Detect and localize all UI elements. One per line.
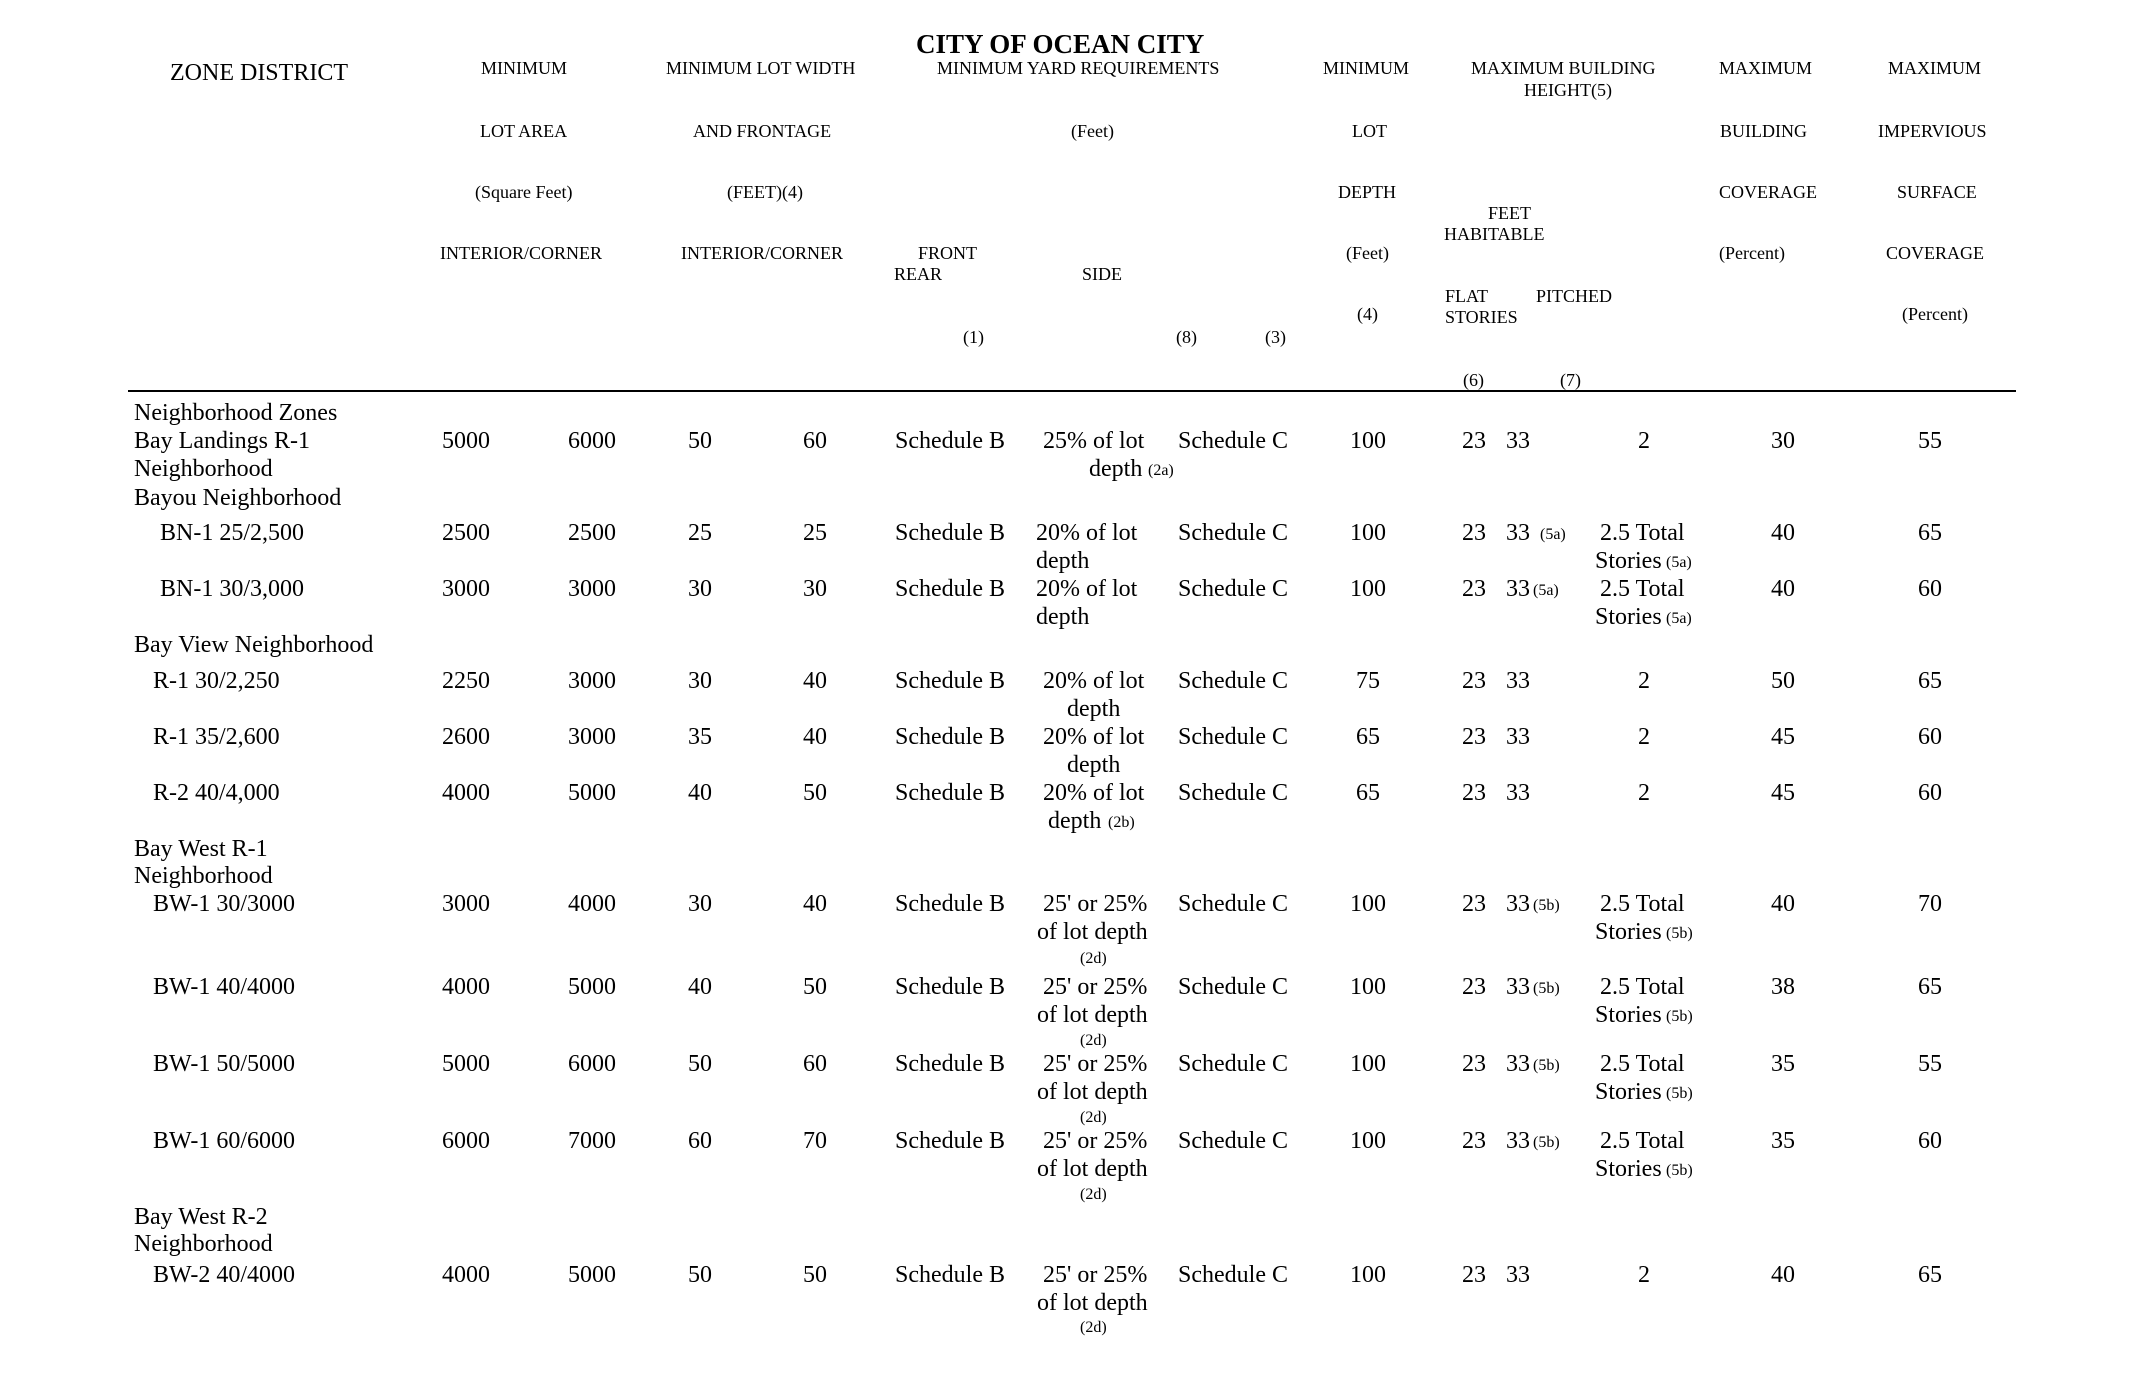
height-flat: 23 — [1462, 668, 1486, 694]
lot-depth: 100 — [1350, 428, 1386, 454]
lot-depth: 100 — [1350, 974, 1386, 1000]
zone-name-line2: Neighborhood — [134, 456, 273, 482]
building-coverage: 35 — [1771, 1128, 1795, 1154]
impervious-coverage: 65 — [1918, 1262, 1942, 1288]
lot-area-interior: 2600 — [442, 724, 490, 750]
building-coverage: 45 — [1771, 724, 1795, 750]
height-pitched: 33 — [1506, 974, 1530, 1000]
header-min-yard-l2: (Feet) — [1071, 121, 1114, 141]
zone-name: Bay Landings R-1 — [134, 428, 310, 454]
side-yard-line2: depth — [1036, 548, 1090, 574]
habitable-stories: 2 — [1638, 1262, 1650, 1288]
header-max-coverage-l1: MAXIMUM — [1719, 58, 1813, 78]
height-flat: 23 — [1462, 1262, 1486, 1288]
zone-name: R-1 35/2,600 — [153, 724, 280, 750]
habitable-stories-line2: Stories — [1595, 1079, 1662, 1105]
footnote-ref: (5a) — [1666, 610, 1692, 627]
height-pitched: 33 — [1506, 428, 1530, 454]
building-coverage: 40 — [1771, 520, 1795, 546]
lot-width-interior: 60 — [688, 1128, 712, 1154]
lot-width-interior: 40 — [688, 780, 712, 806]
header-max-coverage-l2: BUILDING — [1720, 121, 1807, 141]
side-yard: 25' or 25% — [1043, 1262, 1148, 1288]
footnote-ref: (5b) — [1533, 980, 1560, 997]
footnote-ref: (2b) — [1108, 814, 1135, 831]
impervious-coverage: 60 — [1918, 1128, 1942, 1154]
habitable-stories: 2 — [1638, 428, 1650, 454]
front-yard: Schedule B — [895, 576, 1005, 602]
header-note-6: (6) — [1463, 370, 1484, 390]
lot-area-interior: 3000 — [442, 891, 490, 917]
group-label: Bay West R-2 — [134, 1204, 268, 1230]
footnote-ref: (5b) — [1666, 1008, 1693, 1025]
front-yard: Schedule B — [895, 520, 1005, 546]
lot-area-interior: 5000 — [442, 1051, 490, 1077]
header-min-lot-depth-l3: DEPTH — [1338, 182, 1396, 202]
impervious-coverage: 60 — [1918, 576, 1942, 602]
header-min-lot-area-l4: INTERIOR/CORNER — [440, 243, 602, 263]
zone-name: BW-1 30/3000 — [153, 891, 295, 917]
side-yard: 25' or 25% — [1043, 1051, 1148, 1077]
height-pitched: 33 — [1506, 891, 1530, 917]
header-min-lot-width-l3: (FEET)(4) — [727, 182, 803, 202]
header-feet: FEET — [1488, 203, 1531, 223]
rear-yard: Schedule C — [1178, 1051, 1288, 1077]
header-min-lot-depth-l4: (Feet) — [1346, 243, 1389, 263]
lot-area-corner: 5000 — [568, 780, 616, 806]
lot-width-interior: 30 — [688, 891, 712, 917]
impervious-coverage: 60 — [1918, 724, 1942, 750]
lot-area-corner: 3000 — [568, 576, 616, 602]
footnote-ref: (2d) — [1080, 1186, 1107, 1203]
front-yard: Schedule B — [895, 891, 1005, 917]
header-max-coverage-l4: (Percent) — [1719, 243, 1785, 263]
footnote-ref: (5b) — [1666, 925, 1693, 942]
rear-yard: Schedule C — [1178, 576, 1288, 602]
header-note-7: (7) — [1560, 370, 1581, 390]
height-pitched: 33 — [1506, 1051, 1530, 1077]
header-min-lot-width-l4: INTERIOR/CORNER — [681, 243, 843, 263]
zone-name: R-1 30/2,250 — [153, 668, 280, 694]
lot-area-corner: 6000 — [568, 428, 616, 454]
header-front: FRONT — [918, 243, 978, 263]
rear-yard: Schedule C — [1178, 428, 1288, 454]
building-coverage: 30 — [1771, 428, 1795, 454]
height-pitched: 33 — [1506, 520, 1530, 546]
lot-area-interior: 4000 — [442, 780, 490, 806]
impervious-coverage: 55 — [1918, 1051, 1942, 1077]
front-yard: Schedule B — [895, 724, 1005, 750]
building-coverage: 45 — [1771, 780, 1795, 806]
group-label: Neighborhood Zones — [134, 400, 338, 426]
lot-area-interior: 4000 — [442, 974, 490, 1000]
rear-yard: Schedule C — [1178, 724, 1288, 750]
lot-area-interior: 4000 — [442, 1262, 490, 1288]
header-min-lot-area-l2: LOT AREA — [480, 121, 568, 141]
impervious-coverage: 60 — [1918, 780, 1942, 806]
header-note-1: (1) — [963, 327, 984, 347]
header-max-height-l2: HEIGHT(5) — [1524, 80, 1612, 100]
lot-width-interior: 50 — [688, 428, 712, 454]
header-max-coverage-l3: COVERAGE — [1719, 182, 1817, 202]
building-coverage: 40 — [1771, 576, 1795, 602]
header-min-yard-l1: MINIMUM YARD REQUIREMENTS — [937, 58, 1220, 78]
habitable-stories: 2 — [1638, 668, 1650, 694]
impervious-coverage: 55 — [1918, 428, 1942, 454]
building-coverage: 38 — [1771, 974, 1795, 1000]
group-label: Bay View Neighborhood — [134, 632, 374, 658]
lot-depth: 100 — [1350, 1051, 1386, 1077]
rear-yard: Schedule C — [1178, 668, 1288, 694]
side-yard-line2: depth — [1089, 456, 1143, 482]
lot-width-corner: 60 — [803, 428, 827, 454]
lot-depth: 100 — [1350, 891, 1386, 917]
height-flat: 23 — [1462, 576, 1486, 602]
zone-name: R-2 40/4,000 — [153, 780, 280, 806]
footnote-ref: (5b) — [1533, 1134, 1560, 1151]
zone-name: BW-2 40/4000 — [153, 1262, 295, 1288]
header-min-lot-area-l3: (Square Feet) — [475, 182, 573, 202]
lot-area-interior: 2500 — [442, 520, 490, 546]
footnote-ref: (2d) — [1080, 1109, 1107, 1126]
side-yard-line2: depth — [1036, 604, 1090, 630]
rear-yard: Schedule C — [1178, 1262, 1288, 1288]
header-min-lot-width-l1: MINIMUM LOT WIDTH — [666, 58, 856, 78]
lot-width-interior: 50 — [688, 1262, 712, 1288]
building-coverage: 35 — [1771, 1051, 1795, 1077]
lot-depth: 100 — [1350, 576, 1386, 602]
lot-area-interior: 6000 — [442, 1128, 490, 1154]
height-flat: 23 — [1462, 974, 1486, 1000]
lot-depth: 100 — [1350, 520, 1386, 546]
lot-width-corner: 70 — [803, 1128, 827, 1154]
impervious-coverage: 65 — [1918, 520, 1942, 546]
footnote-ref: (5b) — [1533, 897, 1560, 914]
lot-width-interior: 25 — [688, 520, 712, 546]
lot-width-corner: 30 — [803, 576, 827, 602]
height-pitched: 33 — [1506, 576, 1530, 602]
zone-name: BN-1 25/2,500 — [160, 520, 304, 546]
front-yard: Schedule B — [895, 974, 1005, 1000]
group-label: Neighborhood — [134, 1231, 273, 1257]
side-yard-line2: depth — [1067, 696, 1121, 722]
height-flat: 23 — [1462, 1128, 1486, 1154]
lot-width-interior: 35 — [688, 724, 712, 750]
lot-area-interior: 2250 — [442, 668, 490, 694]
lot-width-corner: 50 — [803, 1262, 827, 1288]
footnote-ref: (5b) — [1533, 1057, 1560, 1074]
header-habitable: HABITABLE — [1444, 224, 1545, 244]
habitable-stories: 2.5 Total — [1600, 891, 1685, 917]
lot-width-corner: 50 — [803, 974, 827, 1000]
zone-name: BW-1 60/6000 — [153, 1128, 295, 1154]
lot-width-corner: 40 — [803, 891, 827, 917]
habitable-stories: 2.5 Total — [1600, 1128, 1685, 1154]
group-label: Bay West R-1 — [134, 836, 268, 862]
height-pitched: 33 — [1506, 1262, 1530, 1288]
header-min-lot-depth-l5: (4) — [1357, 304, 1378, 324]
header-rule — [128, 390, 2016, 392]
lot-area-corner: 5000 — [568, 1262, 616, 1288]
lot-depth: 75 — [1356, 668, 1380, 694]
lot-width-interior: 40 — [688, 974, 712, 1000]
header-pitched: PITCHED — [1536, 286, 1612, 306]
header-max-impervious-l1: MAXIMUM — [1888, 58, 1982, 78]
height-pitched: 33 — [1506, 780, 1530, 806]
header-min-lot-depth-l1: MINIMUM — [1323, 58, 1410, 78]
lot-depth: 100 — [1350, 1128, 1386, 1154]
header-rear: REAR — [894, 264, 943, 284]
habitable-stories: 2 — [1638, 724, 1650, 750]
side-yard: 20% of lot — [1043, 780, 1145, 806]
height-pitched: 33 — [1506, 1128, 1530, 1154]
footnote-ref: (2d) — [1080, 1032, 1107, 1049]
footnote-ref: (5b) — [1666, 1162, 1693, 1179]
lot-area-corner: 2500 — [568, 520, 616, 546]
lot-area-corner: 7000 — [568, 1128, 616, 1154]
header-flat: FLAT — [1445, 286, 1489, 306]
footnote-ref: (5a) — [1666, 554, 1692, 571]
side-yard-line2: depth — [1067, 752, 1121, 778]
rear-yard: Schedule C — [1178, 1128, 1288, 1154]
lot-width-interior: 50 — [688, 1051, 712, 1077]
lot-depth: 100 — [1350, 1262, 1386, 1288]
lot-width-corner: 60 — [803, 1051, 827, 1077]
header-stories: STORIES — [1445, 307, 1518, 327]
footnote-ref: (2a) — [1148, 462, 1174, 479]
side-yard: 20% of lot — [1036, 520, 1138, 546]
habitable-stories-line2: Stories — [1595, 1002, 1662, 1028]
building-coverage: 40 — [1771, 1262, 1795, 1288]
footnote-ref: (2d) — [1080, 1319, 1107, 1336]
header-side: SIDE — [1082, 264, 1122, 284]
side-yard-line2: of lot depth — [1037, 1002, 1148, 1028]
habitable-stories-line2: Stories — [1595, 1156, 1662, 1182]
side-yard-line2: of lot depth — [1037, 919, 1148, 945]
lot-area-corner: 3000 — [568, 668, 616, 694]
lot-width-corner: 40 — [803, 724, 827, 750]
footnote-ref: (2d) — [1080, 950, 1107, 967]
habitable-stories: 2.5 Total — [1600, 576, 1685, 602]
height-flat: 23 — [1462, 428, 1486, 454]
side-yard: 20% of lot — [1043, 724, 1145, 750]
lot-depth: 65 — [1356, 724, 1380, 750]
rear-yard: Schedule C — [1178, 780, 1288, 806]
habitable-stories: 2 — [1638, 780, 1650, 806]
height-flat: 23 — [1462, 891, 1486, 917]
height-flat: 23 — [1462, 1051, 1486, 1077]
impervious-coverage: 65 — [1918, 974, 1942, 1000]
header-zone-district: ZONE DISTRICT — [170, 60, 348, 86]
header-max-impervious-l2: IMPERVIOUS — [1878, 121, 1987, 141]
front-yard: Schedule B — [895, 428, 1005, 454]
height-flat: 23 — [1462, 520, 1486, 546]
lot-area-corner: 3000 — [568, 724, 616, 750]
footnote-ref: (5b) — [1666, 1085, 1693, 1102]
lot-area-interior: 5000 — [442, 428, 490, 454]
front-yard: Schedule B — [895, 1128, 1005, 1154]
side-yard: 25' or 25% — [1043, 891, 1148, 917]
side-yard-line2: of lot depth — [1037, 1156, 1148, 1182]
lot-depth: 65 — [1356, 780, 1380, 806]
header-min-lot-area-l1: MINIMUM — [481, 58, 568, 78]
zone-name: BN-1 30/3,000 — [160, 576, 304, 602]
header-max-impervious-l5: (Percent) — [1902, 304, 1968, 324]
rear-yard: Schedule C — [1178, 891, 1288, 917]
rear-yard: Schedule C — [1178, 520, 1288, 546]
header-max-height-l1: MAXIMUM BUILDING — [1471, 58, 1656, 78]
front-yard: Schedule B — [895, 1262, 1005, 1288]
group-label: Neighborhood — [134, 863, 273, 889]
side-yard: 25% of lot — [1043, 428, 1145, 454]
habitable-stories: 2.5 Total — [1600, 520, 1685, 546]
header-min-lot-width-l2: AND FRONTAGE — [693, 121, 832, 141]
header-min-lot-depth-l2: LOT — [1352, 121, 1387, 141]
height-flat: 23 — [1462, 780, 1486, 806]
impervious-coverage: 65 — [1918, 668, 1942, 694]
building-coverage: 50 — [1771, 668, 1795, 694]
habitable-stories-line2: Stories — [1595, 548, 1662, 574]
lot-width-corner: 25 — [803, 520, 827, 546]
side-yard-line2: of lot depth — [1037, 1290, 1148, 1316]
front-yard: Schedule B — [895, 668, 1005, 694]
habitable-stories: 2.5 Total — [1600, 1051, 1685, 1077]
lot-width-corner: 50 — [803, 780, 827, 806]
side-yard-line2: depth — [1048, 808, 1102, 834]
lot-area-corner: 5000 — [568, 974, 616, 1000]
habitable-stories-line2: Stories — [1595, 604, 1662, 630]
footnote-ref: (5a) — [1540, 526, 1566, 543]
lot-area-corner: 6000 — [568, 1051, 616, 1077]
lot-area-interior: 3000 — [442, 576, 490, 602]
lot-width-interior: 30 — [688, 576, 712, 602]
page-title: CITY OF OCEAN CITY — [916, 29, 1205, 59]
footnote-ref: (5a) — [1533, 582, 1559, 599]
header-max-impervious-l4: COVERAGE — [1886, 243, 1984, 263]
zone-name: BW-1 50/5000 — [153, 1051, 295, 1077]
building-coverage: 40 — [1771, 891, 1795, 917]
side-yard: 25' or 25% — [1043, 1128, 1148, 1154]
height-flat: 23 — [1462, 724, 1486, 750]
side-yard: 20% of lot — [1043, 668, 1145, 694]
front-yard: Schedule B — [895, 1051, 1005, 1077]
lot-area-corner: 4000 — [568, 891, 616, 917]
height-pitched: 33 — [1506, 724, 1530, 750]
side-yard: 20% of lot — [1036, 576, 1138, 602]
group-label: Bayou Neighborhood — [134, 485, 342, 511]
height-pitched: 33 — [1506, 668, 1530, 694]
zone-name: BW-1 40/4000 — [153, 974, 295, 1000]
rear-yard: Schedule C — [1178, 974, 1288, 1000]
side-yard-line2: of lot depth — [1037, 1079, 1148, 1105]
lot-width-interior: 30 — [688, 668, 712, 694]
header-note-8: (8) — [1176, 327, 1197, 347]
lot-width-corner: 40 — [803, 668, 827, 694]
habitable-stories-line2: Stories — [1595, 919, 1662, 945]
habitable-stories: 2.5 Total — [1600, 974, 1685, 1000]
side-yard: 25' or 25% — [1043, 974, 1148, 1000]
front-yard: Schedule B — [895, 780, 1005, 806]
header-max-impervious-l3: SURFACE — [1897, 182, 1977, 202]
impervious-coverage: 70 — [1918, 891, 1942, 917]
header-note-3: (3) — [1265, 327, 1286, 347]
